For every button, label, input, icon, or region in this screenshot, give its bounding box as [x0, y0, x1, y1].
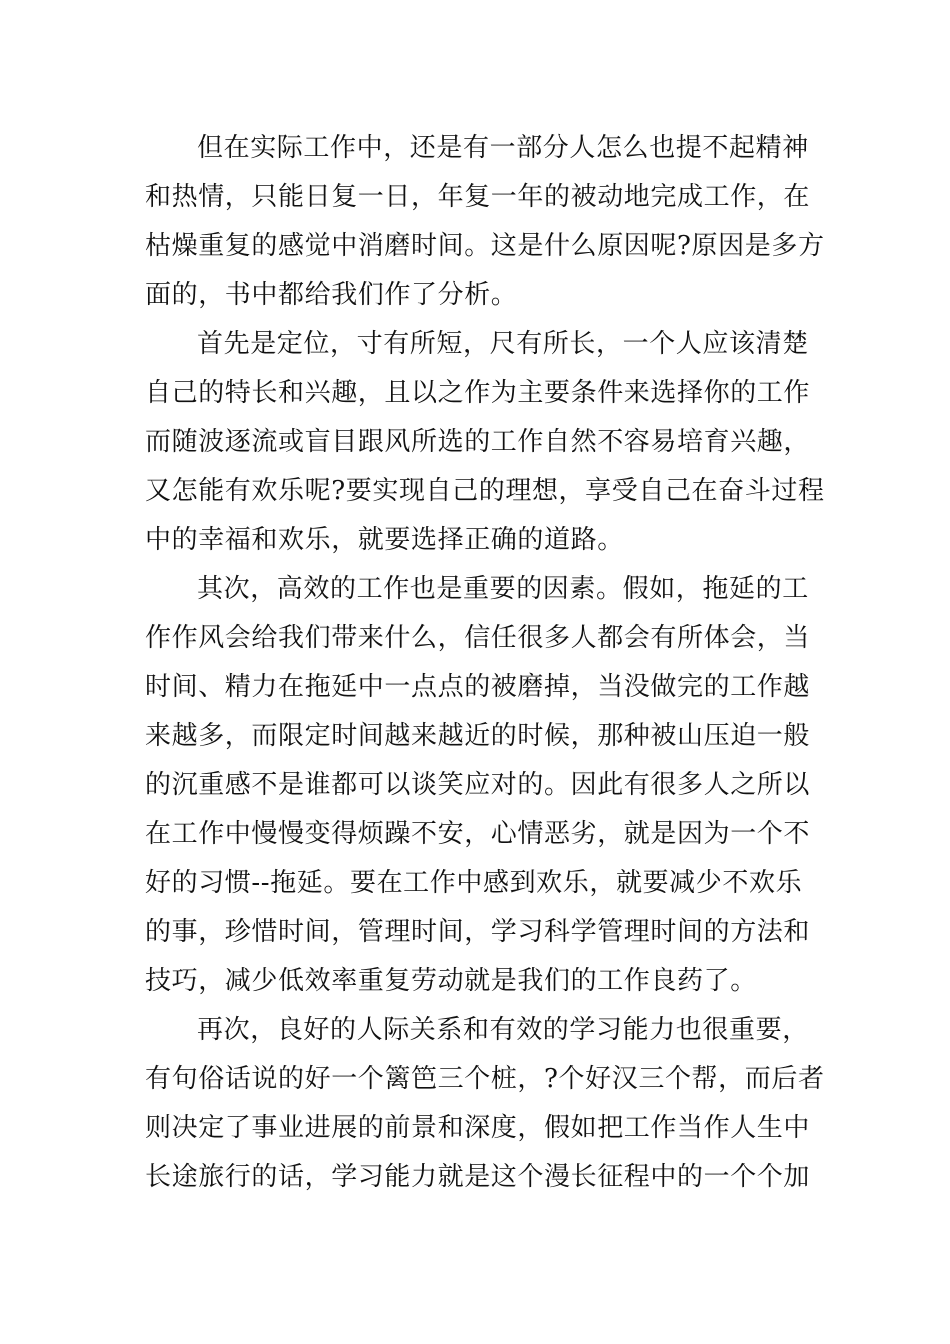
- text-line: 作作风会给我们带来什么，信任很多人都会有所体会，当: [145, 623, 811, 653]
- text-line: 枯燥重复的感觉中消磨时间。这是什么原因呢?原因是多方: [145, 231, 825, 261]
- text-line: 长途旅行的话，学习能力就是这个漫长征程中的一个个加: [145, 1162, 811, 1192]
- text-line: 首先是定位，寸有所短，尺有所长，一个人应该清楚: [197, 329, 809, 359]
- text-line: 的沉重感不是谁都可以谈笑应对的。因此有很多人之所以: [145, 770, 811, 800]
- text-line: 面的，书中都给我们作了分析。: [145, 280, 518, 310]
- text-line: 自己的特长和兴趣，且以之作为主要条件来选择你的工作: [145, 378, 811, 408]
- text-line: 则决定了事业进展的前景和深度，假如把工作当作人生中: [145, 1113, 811, 1143]
- text-line: 在工作中慢慢变得烦躁不安，心情恶劣，就是因为一个不: [145, 819, 811, 849]
- text-line: 中的幸福和欢乐，就要选择正确的道路。: [145, 525, 624, 555]
- text-line: 好的习惯--拖延。要在工作中感到欢乐，就要减少不欢乐: [145, 868, 803, 898]
- text-line: 时间、精力在拖延中一点点的被磨掉，当没做完的工作越: [145, 672, 811, 702]
- text-line: 又怎能有欢乐呢?要实现自己的理想，享受自己在奋斗过程: [145, 476, 825, 506]
- text-line: 再次，良好的人际关系和有效的学习能力也很重要，: [197, 1015, 809, 1045]
- text-line: 和热情，只能日复一日，年复一年的被动地完成工作，在: [145, 182, 811, 212]
- text-line: 来越多，而限定时间越来越近的时候，那种被山压迫一般: [145, 721, 811, 751]
- body-text: [145, 124, 825, 1202]
- text-line: 的事，珍惜时间，管理时间，学习科学管理时间的方法和: [145, 917, 811, 947]
- paragraph: [145, 320, 825, 565]
- paragraph: [145, 124, 825, 320]
- text-line: 其次，高效的工作也是重要的因素。假如，拖延的工: [197, 574, 809, 604]
- paragraph: [145, 565, 811, 1006]
- paragraph: [145, 1006, 825, 1202]
- text-line: 技巧，减少低效率重复劳动就是我们的工作良药了。: [145, 966, 757, 996]
- text-line: 而随波逐流或盲目跟风所选的工作自然不容易培育兴趣，: [145, 427, 811, 457]
- text-line: 有句俗话说的好一个篱笆三个桩，?个好汉三个帮，而后者: [145, 1064, 825, 1094]
- text-line: 但在实际工作中，还是有一部分人怎么也提不起精神: [197, 133, 809, 163]
